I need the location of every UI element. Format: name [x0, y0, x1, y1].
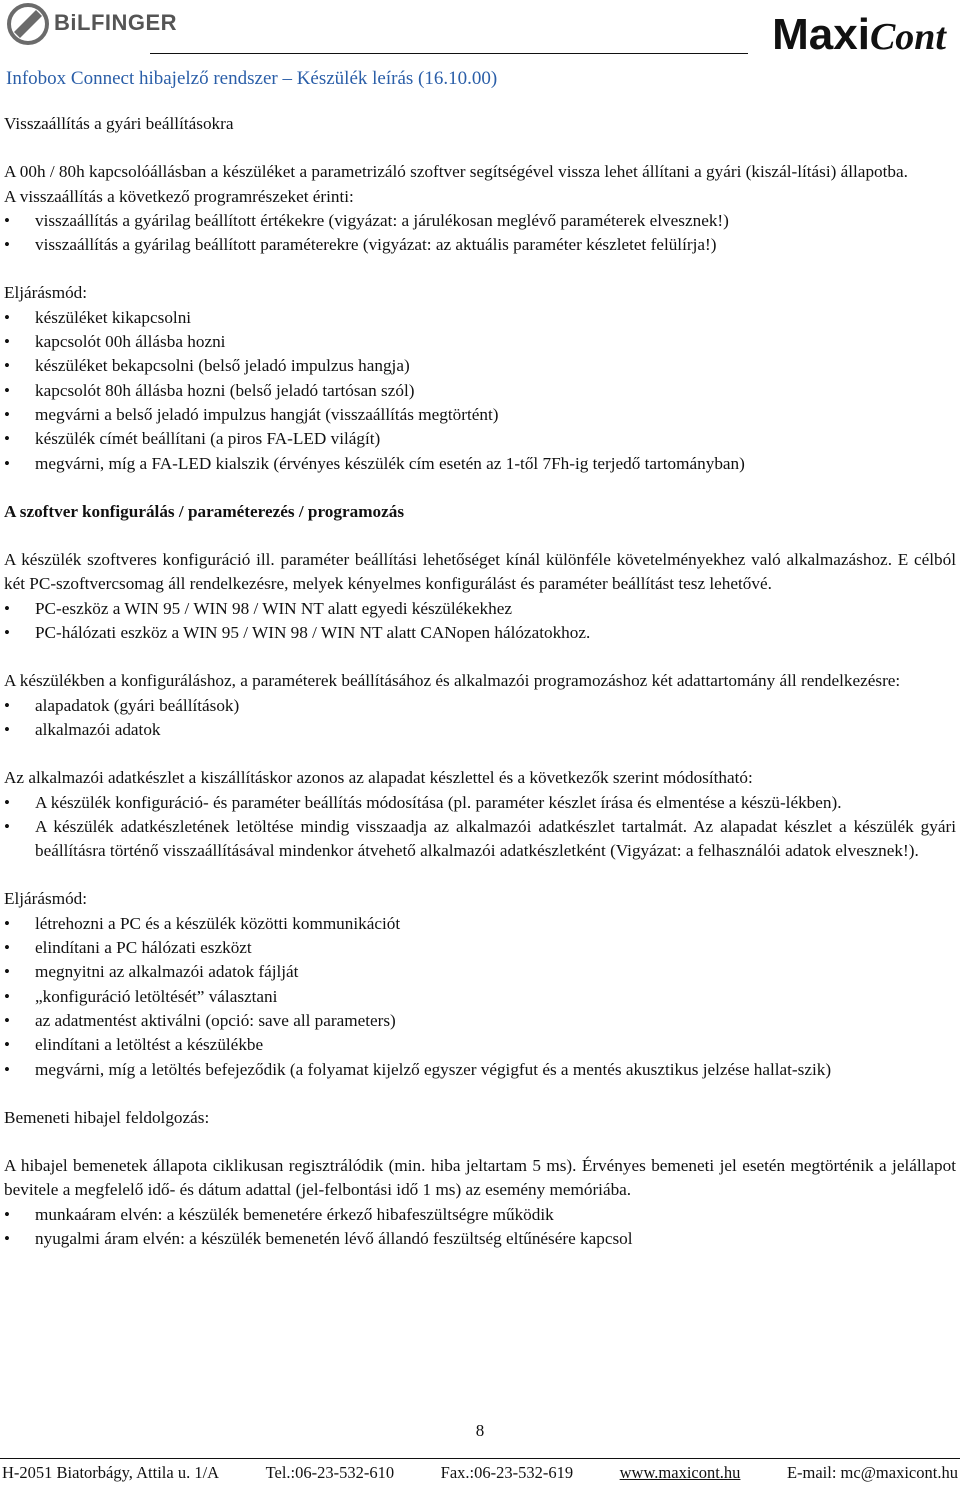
list-item: • visszaállítás a gyárilag beállított paraméterekre (vigyázat: az aktuális paraméter készletet felülírja!) [4, 233, 956, 257]
list-item: • létrehozni a PC és a készülék közötti kommunikációt [4, 912, 956, 936]
list-item: • kapcsolót 80h állásba hozni (belső jeladó tartósan szól) [4, 379, 956, 403]
app-data-list [4, 791, 956, 864]
page-footer [2, 1463, 958, 1483]
restore-paragraph-2: A visszaállítás a következő programrészeket érinti: [4, 186, 354, 206]
data-paragraph: A készülékben a konfiguráláshoz, a paraméterek beállításához és alkalmazói programozáshoz két adattartomány áll rendelkezésre: [4, 671, 901, 691]
footer-phone: Tel.:06-23-532-610 [265, 1463, 395, 1482]
list-item: • készüléket kikapcsolni [4, 306, 956, 330]
list-item: • nyugalmi áram elvén: a készülék bemenetén lévő állandó feszültség eltűnésére kapcsol [4, 1227, 956, 1251]
logo-text: BiLFINGER [54, 10, 178, 35]
brand-logo [772, 10, 946, 62]
list-item: • alapadatok (gyári beállítások) [4, 694, 956, 718]
list-item: • az adatmentést aktiválni (opció: save all parameters) [4, 1009, 956, 1033]
footer-email[interactable]: E-mail: mc@maxicont.hu [786, 1463, 958, 1482]
list-item: • elindítani a letöltést a készülékbe [4, 1033, 956, 1057]
list-item: • PC-eszköz a WIN 95 / WIN 98 / WIN NT alatt egyedi készülékekhez [4, 597, 956, 621]
brand-script: Cont [869, 16, 946, 58]
list-item: • alkalmazói adatok [4, 718, 956, 742]
list-item: • megvárni a belső jeladó impulzus hangját (visszaállítás megtörtént) [4, 403, 956, 427]
list-item: • készülék címét beállítani (a piros FA-LED világít) [4, 427, 956, 451]
restore-paragraph-1: A 00h / 80h kapcsolóállásban a készüléket a parametrizáló szoftver segítségével vissza lehet állítani a gyári (kiszál-lítási) állapotba. [4, 162, 908, 182]
list-item: • megvárni, míg a FA-LED kialszik (érvényes készülék cím esetén az 1-től 7Fh-ig terjedő tartományban) [4, 452, 956, 476]
procedure-list-1 [4, 306, 956, 476]
list-item: • kapcsolót 00h állásba hozni [4, 330, 956, 354]
restore-list [4, 209, 956, 258]
software-list [4, 597, 956, 646]
procedure-heading-2: Eljárásmód: [4, 889, 88, 909]
header-rule [150, 53, 748, 54]
data-list [4, 694, 956, 743]
list-item: • készüléket bekapcsolni (belső jeladó impulzus hangja) [4, 354, 956, 378]
footer-address: H-2051 Biatorbágy, Attila u. 1/A [2, 1463, 220, 1482]
list-item: • A készülék konfiguráció- és paraméter beállítás módosítása (pl. paraméter készlet írása és elmentése a készü-lékben). [4, 791, 956, 815]
procedure-list-2 [4, 912, 956, 1082]
software-paragraph: A készülék szoftveres konfiguráció ill. paraméter beállítási lehetőséget kínál különféle követelményekhez való alkalmazáshoz. E célból két PC-szoftvercsomag áll rendelkezésre, melyek kényelmes konfigurálást és paraméter beállítást tesz lehetővé. [4, 550, 956, 594]
input-list [4, 1203, 956, 1252]
page-content [4, 112, 956, 1251]
footer-fax: Fax.:06-23-532-619 [440, 1463, 574, 1482]
list-item: • A készülék adatkészletének letöltése mindig visszaadja az alkalmazói adatkészlet tartalmát. Az alapadat készlet a készülék gyári beállításra történő visszaállításával mindenkor átvehető alkalmazói adatkészletként (Vigyázat: a felhasználói adatok elvesznek!). [4, 815, 956, 864]
document-title: Infobox Connect hibajelző rendszer – Készülék leírás (16.10.00) [6, 68, 498, 89]
bilfinger-logo-icon [6, 2, 50, 46]
list-item: • megnyitni az alkalmazói adatok fájlját [4, 960, 956, 984]
list-item: • visszaállítás a gyárilag beállított értékekre (vigyázat: a járulékosan meglévő paraméterek elvesznek!) [4, 209, 956, 233]
list-item: • „konfiguráció letöltését” választani [4, 985, 956, 1009]
software-heading: A szoftver konfigurálás / paraméterezés / programozás [4, 501, 405, 521]
page-number: 8 [475, 1421, 485, 1440]
restore-heading: Visszaállítás a gyári beállításokra [4, 114, 234, 133]
footer-website-link[interactable]: www.maxicont.hu [619, 1463, 741, 1482]
footer-rule [0, 1458, 960, 1459]
list-item: • elindítani a PC hálózati eszközt [4, 936, 956, 960]
list-item: • munkaáram elvén: a készülék bemenetére érkező hibafeszültségre működik [4, 1203, 956, 1227]
list-item: • megvárni, míg a letöltés befejeződik (a folyamat kijelző egyszer végigfut és a mentés akusztikus jelzése hallat-szik) [4, 1058, 956, 1082]
input-heading: Bemeneti hibajel feldolgozás: [4, 1107, 210, 1127]
page-header [0, 0, 960, 89]
list-item: • PC-hálózati eszköz a WIN 95 / WIN 98 / WIN NT alatt CANopen hálózatokhoz. [4, 621, 956, 645]
input-paragraph: A hibajel bemenetek állapota ciklikusan regisztrálódik (min. hiba jeltartam 5 ms). Érvényes bemeneti jel esetén megtörténik a jelállapot bevitele a megfelelő idő- és dátum adattal (jel-felbontási idő 1 ms) az esemény memóriába. [4, 1156, 956, 1200]
procedure-heading-1: Eljárásmód: [4, 283, 88, 303]
brand-main: Maxi [772, 10, 870, 59]
app-data-paragraph: Az alkalmazói adatkészlet a kiszállításkor azonos az alapadat készlettel és a következők szerint módosítható: [4, 768, 753, 788]
